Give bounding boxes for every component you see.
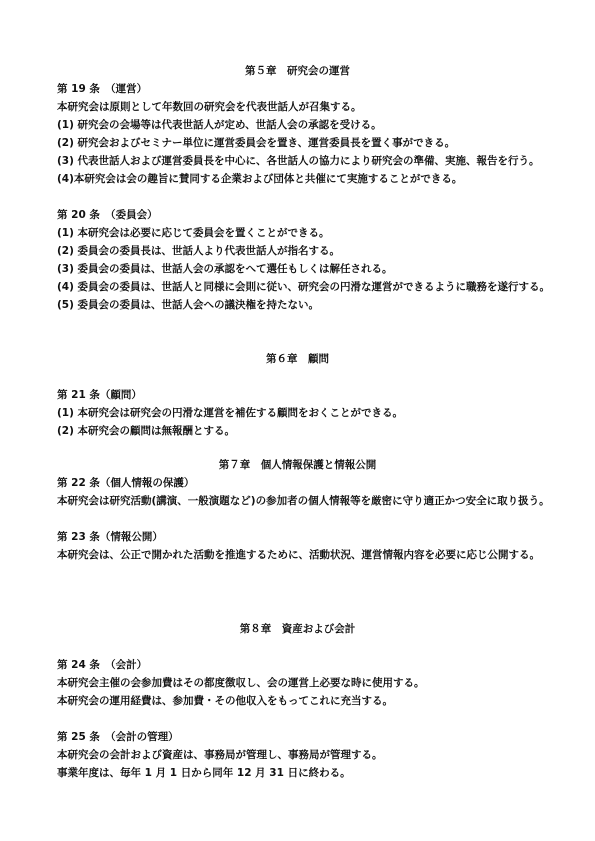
article-text: 本研究会主催の会参加費はその都度徴収し、会の運営上必要な時に使用する。 — [57, 677, 425, 689]
chapter-heading: 第６章 顧問 — [266, 353, 329, 365]
article-text: 事業年度は、毎年 1 月 1 日から同年 12 月 31 日に終わる。 — [57, 767, 351, 779]
chapter-heading: 第８章 資産および会計 — [239, 623, 356, 635]
article-title: 第 22 条（個人情報の保護） — [57, 477, 195, 489]
article-item: (5) 委員会の委員は、世話人会への議決権を持たない。 — [57, 299, 320, 311]
article-item: (2) 本研究会の顧問は無報酬とする。 — [57, 425, 236, 437]
article-title: 第 19 条 （運営） — [57, 83, 148, 95]
article-text: 本研究会は研究活動(講演、一般演題など)の参加者の個人情報等を厳密に守り適正かつ安全に取り扱う。 — [57, 495, 550, 507]
article-item: (1) 研究会の会場等は代表世話人が定め、世話人会の承認を受ける。 — [57, 119, 382, 131]
article-item: (1) 本研究会は研究会の円滑な運営を補佐する顧問をおくことができる。 — [57, 407, 404, 419]
article-text: 本研究会は、公正で開かれた活動を推進するために、活動状況、運営情報内容を必要に応じ公開する。 — [57, 549, 540, 561]
article-text: 本研究会の会計および資産は、事務局が管理し、事務局が管理する。 — [57, 749, 383, 761]
article-item: (3) 代表世話人および運営委員長を中心に、各世話人の協力により研究会の準備、実施、報告を行う。 — [57, 155, 540, 167]
article-title: 第 24 条 （会計） — [57, 659, 148, 671]
article-item: (1) 本研究会は必要に応じて委員会を置くことができる。 — [57, 227, 330, 239]
article-title: 第 25 条 （会計の管理） — [57, 731, 179, 743]
chapter-heading: 第５章 研究会の運営 — [245, 65, 350, 77]
article-text: 本研究会は原則として年数回の研究会を代表世話人が召集する。 — [57, 101, 362, 113]
article-item: (4)本研究会は会の趣旨に賛同する企業および団体と共催にて実施することができる。 — [57, 173, 463, 185]
article-title: 第 23 条（情報公開） — [57, 531, 163, 543]
article-item: (4) 委員会の委員は、世話人と同様に会則に従い、研究会の円滑な運営ができるように職務を遂行する。 — [57, 281, 551, 293]
article-text: 本研究会の運用経費は、参加費・その他収入をもってこれに充当する。 — [57, 695, 393, 707]
article-title: 第 20 条 （委員会） — [57, 209, 158, 221]
article-item: (3) 委員会の委員は、世話人会の承認をへて選任もしくは解任される。 — [57, 263, 393, 275]
article-item: (2) 研究会およびセミナー単位に運営委員会を置き、運営委員長を置く事ができる。 — [57, 137, 456, 149]
article-title: 第 21 条（顧問） — [57, 389, 142, 401]
chapter-heading: 第７章 個人情報保護と情報公開 — [218, 459, 377, 471]
article-item: (2) 委員会の委員長は、世話人より代表世話人が指名する。 — [57, 245, 341, 257]
